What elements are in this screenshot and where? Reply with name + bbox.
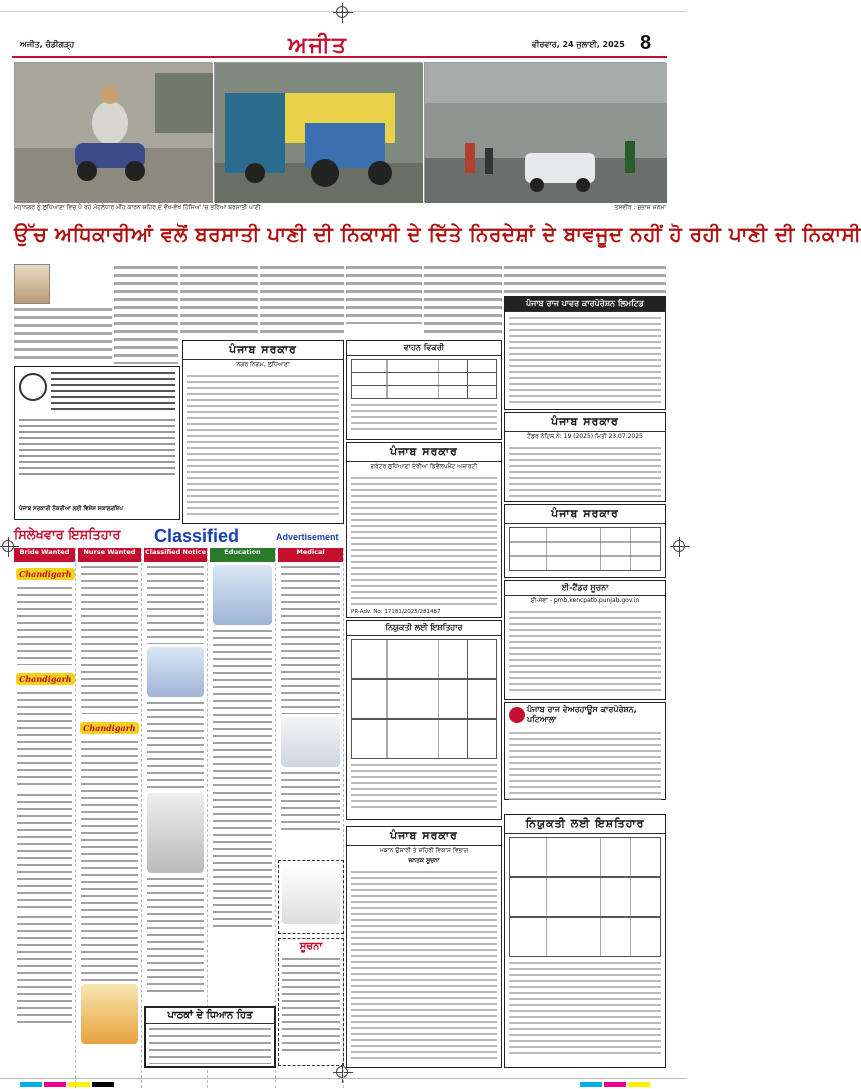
newspaper-logo: ਅਜੀਤ — [288, 32, 348, 58]
glada-notice: ਪੰਜਾਬ ਸਰਕਾਰ ਗਰੇਟਰ ਲੁਧਿਆਣਾ ਏਰੀਆ ਡਿਵੈਲਪਮੈਂਟ ਅਥਾਰਟੀ PR-Adv. No: 17181/2025/281487 — [346, 442, 502, 618]
photo-caption: ਮਹਾਨਗਰ ਨੂੰ ਲੁਧਿਆਣਾ ਵਿਚ ਪੈ ਰਹੇ ਮੋਹਲੇਧਾਰ ਮੀਂਹ ਕਾਰਨ ਸ਼ਹਿਰ ਦੇ ਵੱਖ-ਵੱਖ ਹਿੱਸਿਆਂ 'ਚ ਭਰਿਆ ਬਰਸਾਤੀ ਪਾਣੀ ਤਸਵੀਰ : ਸੁਭਾਸ਼ ਸ਼ਰਮਾ — [14, 204, 666, 211]
warehouse-logo-icon — [509, 707, 525, 723]
classified-label-adv: Advertisement — [276, 532, 339, 542]
story-column-6 — [424, 264, 502, 334]
classified-label-punjabi: ਸਿਲੇਖਵਾਰ ਇਸ਼ਤਿਹਾਰ — [14, 526, 144, 546]
punjab-govt-right-notice: ਪੰਜਾਬ ਸਰਕਾਰ — [504, 504, 666, 578]
flood-photo-tractor — [214, 62, 422, 202]
notice-illustration — [81, 984, 138, 1044]
main-headline: ਉੱਚ ਅਧਿਕਾਰੀਆਂ ਵਲੋਂ ਬਰਸਾਤੀ ਪਾਣੀ ਦੀ ਨਿਕਾਸੀ ਦੇ ਦਿੱਤੇ ਨਿਰਦੇਸ਼ਾਂ ਦੇ ਬਾਵਜੂਦ ਨਹੀਂ ਹੋ ਰਹੀ ਪਾਣੀ ਦੀ ਨਿਕਾਸੀ — [14, 222, 861, 246]
chef-image — [281, 717, 340, 767]
flood-photo-tractor-image — [215, 63, 423, 203]
suchna-box: ਸੂਚਨਾ — [278, 938, 344, 1066]
story-column-4 — [260, 264, 344, 334]
flood-photo-street-image — [425, 63, 667, 203]
crop-mark-icon — [2, 540, 14, 552]
businessman-image — [147, 793, 204, 873]
story-column-1 — [14, 306, 112, 364]
classified-label-english: Classified — [154, 526, 240, 546]
laptop-image — [282, 864, 340, 924]
page-number: 8 — [640, 32, 652, 54]
e-tender-notice: ਈ-ਟੈਂਡਰ ਸੂਚਨਾ ਈ-ਸੇਵਾ - pmb.kencpatb.punjab.gov.in — [504, 580, 666, 700]
tender-notice-19: ਪੰਜਾਬ ਸਰਕਾਰ ਟੈਂਡਰ ਨੋਟਿਸ ਨੰ: 19 (2025) ਮਿਤੀ 23.07.2025 — [504, 412, 666, 502]
appointment-right-notice: ਨਿਯੁਕਤੀ ਲਈ ਇਸ਼ਤਿਹਾਰ — [504, 814, 666, 1068]
story-column-7 — [504, 264, 666, 294]
story-column-3 — [180, 264, 258, 334]
housing-dept-notice: ਪੰਜਾਬ ਸਰਕਾਰ ਮਕਾਨ ਉਸਾਰੀ ਤੇ ਸ਼ਹਿਰੀ ਵਿਕਾਸ ਵਿਭਾਗ ਜਨਤਕ ਸੂਚਨਾ — [346, 826, 502, 1068]
masthead — [12, 30, 667, 58]
warehouse-notice: ਪੰਜਾਬ ਰਾਜ ਵੇਅਰਹਾਊਸ ਕਾਰਪੋਰੇਸ਼ਨ, ਪਟਿਆਲਾ — [504, 702, 666, 800]
story-column-2 — [114, 264, 178, 364]
education-image — [213, 565, 272, 625]
print-color-strip — [0, 1078, 687, 1089]
classified-column-3: Classified Notice — [144, 548, 208, 1088]
reader-notice: ਪਾਠਕਾਂ ਦੇ ਧਿਆਨ ਹਿਤ — [144, 1006, 276, 1068]
classified-column-2: Nurse Wanted Chandigarh — [78, 548, 142, 1088]
issue-date: ਵੀਰਵਾਰ, 24 ਜੁਲਾਈ, 2025 — [532, 40, 625, 49]
classified-column-4: Education — [210, 548, 276, 1088]
crop-mark-icon — [336, 6, 348, 18]
reporter-photo — [14, 264, 50, 304]
medical-staff-image — [147, 647, 204, 697]
laptop-ad — [278, 860, 344, 934]
photo-credit: ਤਸਵੀਰ : ਸੁਭਾਸ਼ ਸ਼ਰਮਾ — [614, 204, 666, 211]
crop-mark-icon — [673, 540, 685, 552]
classified-column-5: Medical — [278, 548, 344, 1088]
university-notice — [14, 366, 180, 520]
vehicle-sale-notice: ਵਾਹਨ ਵਿਕਰੀ — [346, 340, 502, 440]
flood-photo-scooter-image — [15, 63, 213, 203]
appointment-notice: ਨਿਯੁਕਤੀ ਲਈ ਇਸ਼ਤਿਹਾਰ — [346, 620, 502, 820]
edition-label: ਅਜੀਤ, ਚੰਡੀਗੜ੍ਹ — [20, 40, 75, 49]
university-seal-icon — [19, 373, 47, 401]
classified-header — [14, 526, 344, 546]
flood-photo-street — [424, 62, 666, 202]
nagar-nigam-notice: ਪੰਜਾਬ ਸਰਕਾਰ ਨਗਰ ਨਿਗਮ, ਲੁਧਿਆਣਾ — [182, 340, 344, 524]
classified-column-1: Bride Wanted Chandigarh Chandigarh — [14, 548, 76, 1088]
story-column-5 — [346, 264, 422, 324]
flood-photo-scooter — [14, 62, 212, 202]
university-footer: ਪੰਜਾਬ ਸਰਕਾਰੀ ਨੌਕਰੀਆਂ ਲਈ ਵਿਸ਼ੇਸ਼ ਸਕਾਲਰਸ਼ਿਪ — [19, 506, 123, 512]
pspcl-notice: ਪੰਜਾਬ ਰਾਜ ਪਾਵਰ ਕਾਰਪੋਰੇਸ਼ਨ ਲਿਮਟਿਡ — [504, 296, 666, 410]
